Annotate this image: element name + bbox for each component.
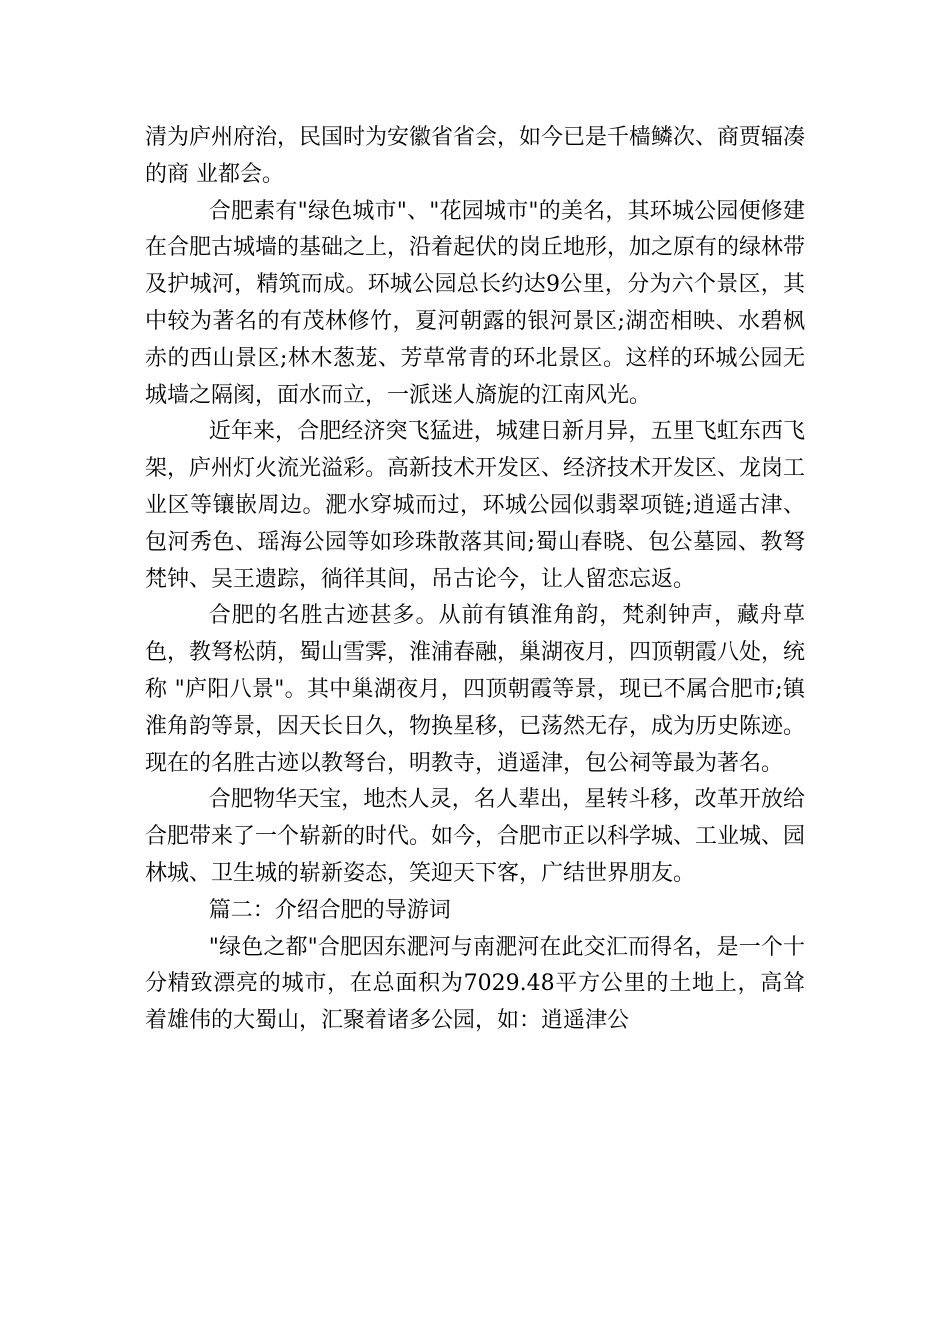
- paragraph-3: 近年来，合肥经济突飞猛进，城建日新月异，五里飞虹东西飞架，庐州灯火流光溢彩。高新技术开发区、经济技术开发区、龙岗工业区等镶嵌周边。淝水穿城而过，环城公园似翡翠项链;逍遥古津、包河秀色、瑶海公园等如珍珠散落其间;蜀山春晓、包公墓园、教弩梵钟、吴王遗踪，徜徉其间，吊古论今，让人留恋忘返。: [145, 419, 806, 592]
- document-page: [145, 120, 805, 1040]
- paragraph-5: 合肥物华天宝，地杰人灵，名人辈出，星转斗移，改革开放给合肥带来了一个崭新的时代。如今，合肥市正以科学城、工业城、园林城、卫生城的崭新姿态，笑迎天下客，广结世界朋友。: [145, 787, 806, 886]
- paragraph-4: 合肥的名胜古迹甚多。从前有镇淮角韵，梵刹钟声，藏舟草色，教弩松荫，蜀山雪霁，淮浦春融，巢湖夜月，四顶朝霞八处，统称 "庐阳八景"。其中巢湖夜月，四顶朝霞等景，现已不属合肥市;镇淮角韵等景，因天长日久，物换星移，已荡然无存，成为历史陈迹。现在的名胜古迹以教弩台，明教寺，逍遥津，包公祠等最为著名。: [145, 603, 806, 776]
- paragraph-1: 清为庐州府治，民国时为安徽省省会，如今已是千樯鳞次、商贾辐凑的商 业都会。: [145, 125, 806, 187]
- section-heading: 篇二：介绍合肥的导游词: [208, 897, 451, 923]
- paragraph-2: 合肥素有"绿色城市"、"花园城市"的美名，其环城公园便修建在合肥古城墙的基础之上，沿着起伏的岗丘地形，加之原有的绿林带及护城河，精筑而成。环城公园总长约达9公里，分为六个景区，其中较为著名的有茂林修竹，夏河朝露的银河景区;湖峦相映、水碧枫赤的西山景区;林木葱茏、芳草常青的环北景区。这样的环城公园无城墙之隔阂，面水而立，一派迷人旖旎的江南风光。: [145, 198, 806, 408]
- closing-paragraph: "绿色之都"合肥因东淝河与南淝河在此交汇而得名，是一个十分精致漂亮的城市，在总面积为7029.48平方公里的土地上，高耸着雄伟的大蜀山，汇聚着诸多公园，如：逍遥津公: [145, 934, 805, 1034]
